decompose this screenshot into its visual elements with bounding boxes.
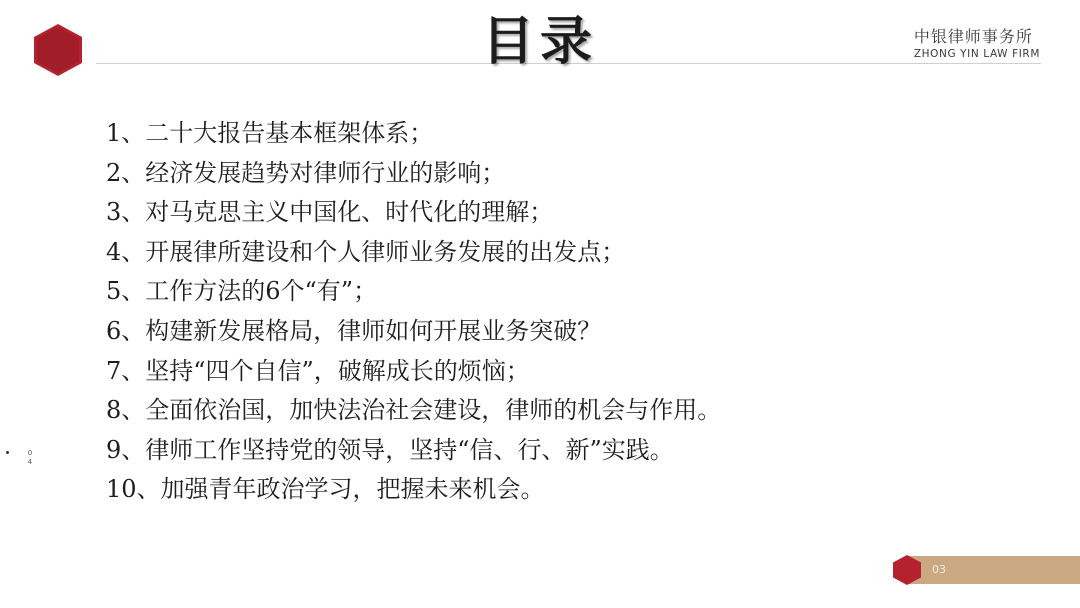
toc-item-9: 9、律师工作坚持党的领导，坚持“信、行、新”实践。 (106, 435, 674, 464)
toc-item-2: 2、经济发展趋势对律师行业的影响； (106, 158, 506, 187)
side-dot-icon (6, 451, 9, 454)
page-number: 03 (932, 563, 946, 576)
firm-name-en: ZHONG YIN LAW FIRM (913, 48, 1040, 60)
firm-name-cn: 中银律师事务所 (913, 27, 1033, 46)
table-of-contents (106, 114, 721, 510)
side-mark-digit: 0 (27, 449, 33, 457)
firm-brand (914, 27, 1040, 61)
toc-item-6: 6、构建新发展格局，律师如何开展业务突破？ (106, 316, 602, 345)
toc-item-4: 4、开展律所建设和个人律师业务发展的出发点； (106, 237, 626, 266)
toc-item-10: 10、加强青年政治学习，把握未来机会。 (106, 475, 545, 504)
footer-hex-icon (893, 555, 921, 585)
toc-item-8: 8、全面依治国，加快法治社会建设，律师的机会与作用。 (106, 396, 722, 425)
toc-item-1: 1、二十大报告基本框架体系； (106, 119, 434, 147)
toc-item-7: 7、坚持“四个自信”，破解成长的烦恼； (106, 356, 530, 385)
toc-item-5: 5、工作方法的6个“有”； (106, 277, 378, 306)
page-title: 目录 (481, 12, 598, 72)
side-mark-digit: 4 (27, 458, 33, 466)
toc-item-3: 3、对马克思主义中国化、时代化的理解； (106, 198, 554, 227)
